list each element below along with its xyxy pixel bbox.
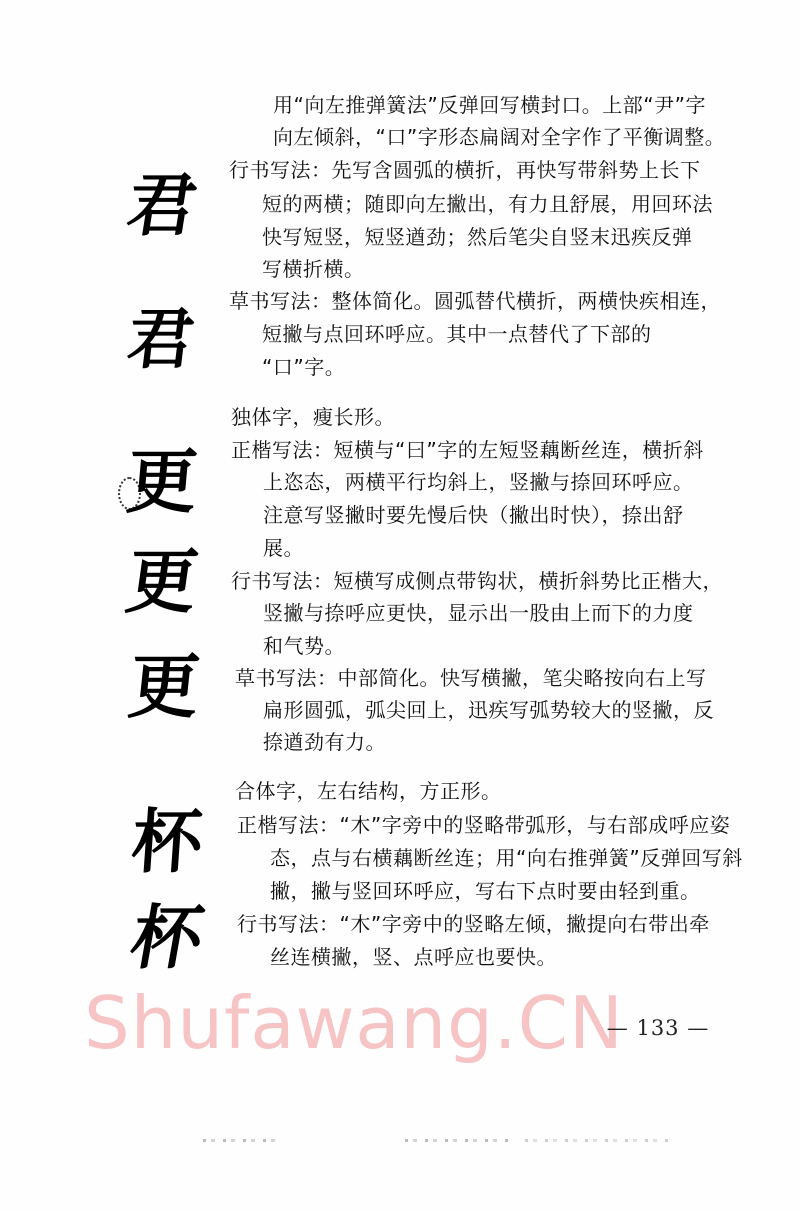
scan-artifact xyxy=(525,1139,670,1142)
text-line: 正楷写法：“木”字旁中的竖略带弧形，与右部成呼应姿 xyxy=(237,813,731,837)
text-line: 上恣态，两横平行均斜上，竖撇与捺回环呼应。 xyxy=(263,470,694,494)
page-number: — 133 — xyxy=(606,1016,710,1040)
text-line: 注意写竖撇时要先慢后快（撇出时快），捺出舒 xyxy=(263,503,684,527)
text-line: 用“向左推弹簧法”反弹回写横封口。上部“尹”字 xyxy=(273,93,706,117)
text-line: 捺遒劲有力。 xyxy=(263,730,386,754)
calligraphy-jun-cursive: 君 xyxy=(123,300,199,378)
text-line: 快写短竖，短竖遒劲；然后笔尖自竖末迅疾反弹 xyxy=(262,225,693,249)
calligraphy-bei-running: 杯 xyxy=(124,896,210,979)
scan-artifact xyxy=(203,1139,281,1142)
text-line: 丝连横撇，竖、点呼应也要快。 xyxy=(270,945,557,969)
text-line: 撇，撇与竖回环呼应，写右下点时要由轻到重。 xyxy=(270,879,701,903)
text-line: 展。 xyxy=(263,536,304,560)
text-line: 向左倾斜，“口”字形态扁阔对全字作了平衡调整。 xyxy=(273,125,726,149)
text-line: 扁形圆弧，弧尖回上，迅疾写弧势较大的竖撇，反 xyxy=(263,698,714,722)
text-line: 短的两横；随即向左撇出，有力且舒展，用回环法 xyxy=(262,192,713,216)
calligraphy-geng-running: 更 xyxy=(121,540,203,623)
text-line: 态，点与右横藕断丝连；用“向右推弹簧”反弹回写斜 xyxy=(270,846,743,870)
text-line: 行书写法：短横写成侧点带钩状，横折斜势比正楷大， xyxy=(231,569,723,593)
text-line: 合体字，左右结构，方正形。 xyxy=(235,779,502,803)
calligraphy-bei-regular: 杯 xyxy=(129,800,205,883)
text-line: 草书写法：中部简化。快写横撇，笔尖略按向右上写 xyxy=(235,666,707,690)
calligraphy-geng-cursive: 更 xyxy=(124,645,204,728)
text-line: 短撇与点回环呼应。其中一点替代了下部的 xyxy=(262,322,652,346)
text-line: 正楷写法：短横与“曰”字的左短竖藕断丝连，横折斜 xyxy=(231,438,704,462)
text-line: 和气势。 xyxy=(263,634,345,658)
text-line: 草书写法：整体简化。圆弧替代横折，两横快疾相连， xyxy=(229,289,721,313)
text-line: 行书写法：先写含圆弧的横折，再快写带斜势上长下 xyxy=(229,158,701,182)
text-line: “口”字。 xyxy=(262,355,346,379)
scan-artifact xyxy=(405,1139,511,1142)
text-line: 行书写法：“木”字旁中的竖略左倾，撇提向右带出牵 xyxy=(237,912,710,936)
text-line: 竖撇与捺呼应更快，显示出一股由上而下的力度 xyxy=(263,601,694,625)
watermark-logo: Shufawang.CN xyxy=(84,981,624,1065)
text-line: 独体字，瘦长形。 xyxy=(231,405,395,429)
text-line: 写横折横。 xyxy=(262,257,365,281)
calligraphy-jun-running: 君 xyxy=(121,166,203,246)
calligraphy-geng-regular: 更 xyxy=(123,440,201,523)
